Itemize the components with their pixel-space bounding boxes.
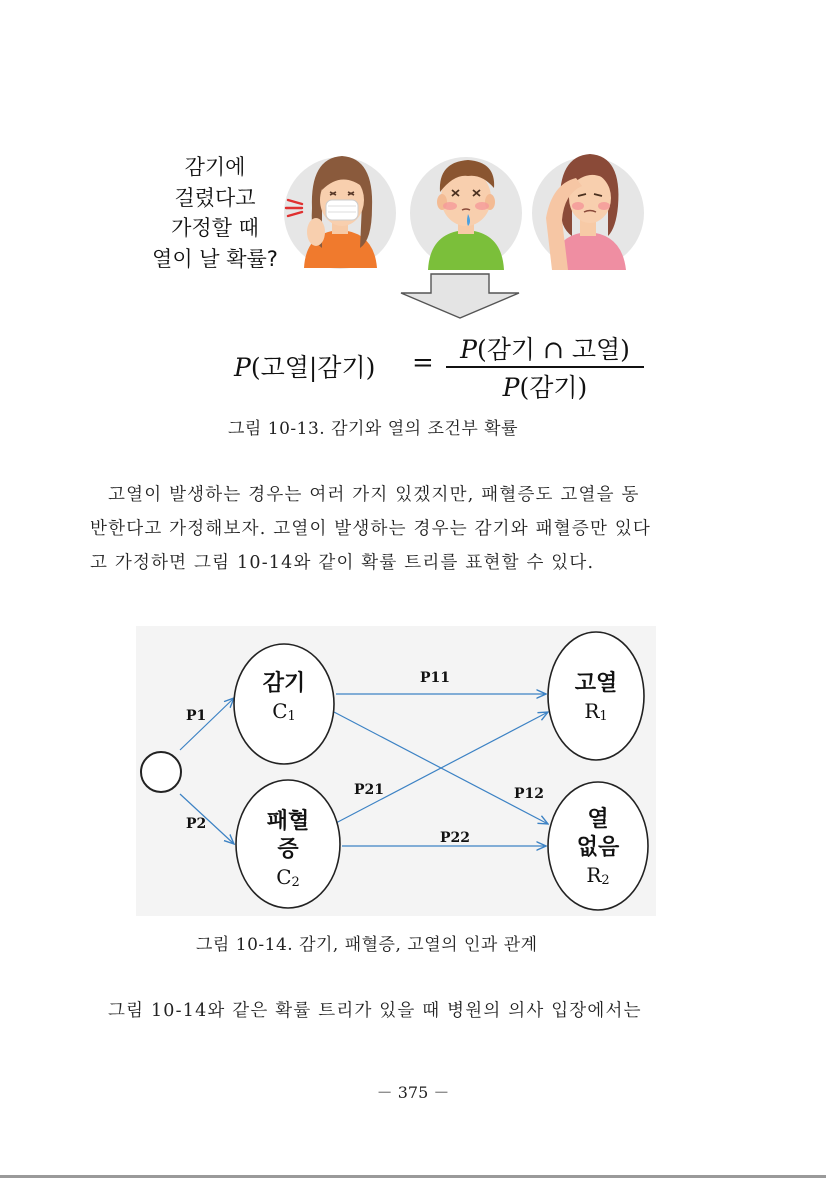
body-paragraph — [90, 478, 704, 580]
figure-caption: 그림 10-14. 감기, 패혈증, 고열의 인과 관계 — [196, 935, 538, 955]
illustration-question — [130, 152, 300, 274]
node-sepsis — [236, 780, 340, 908]
sick-people-illustration — [282, 148, 652, 274]
edge-label-p12: P12 — [514, 786, 545, 802]
feverish-boy-avatar — [410, 157, 522, 270]
formula-denominator — [446, 368, 644, 404]
formula-num-body: (감기 ∩ 고열) — [476, 335, 630, 364]
formula-num-p: P — [460, 335, 477, 364]
node-cold-symbol: C1 — [272, 699, 296, 724]
edge-label-p21: P21 — [354, 782, 385, 798]
node-sepsis-label-1: 패혈 — [266, 809, 310, 834]
node-no-fever-symbol: R2 — [586, 863, 610, 888]
coughing-woman-avatar — [284, 156, 396, 269]
question-line: 걸렸다고 — [174, 185, 256, 210]
node-fever — [548, 632, 644, 760]
node-sepsis-symbol: C2 — [276, 865, 300, 890]
body-paragraph — [90, 994, 704, 1028]
question-line: 감기에 — [184, 155, 246, 179]
formula-lhs-p: P — [234, 353, 251, 382]
node-no-fever-label-2: 없음 — [576, 835, 620, 860]
node-fever-label: 고열 — [574, 671, 618, 696]
edge-label-p1: P1 — [186, 708, 207, 724]
page-bottom-divider — [0, 1175, 826, 1178]
paragraph-line: 고열이 발생하는 경우는 여러 가지 있겠지만, 패혈증도 고열을 동 — [108, 485, 640, 505]
page-number: － 375 － — [376, 1083, 450, 1102]
root-node — [141, 752, 181, 792]
headache-woman-avatar — [532, 154, 644, 270]
formula-lhs-body: (고열|감기) — [250, 353, 376, 382]
node-sepsis-label-2: 증 — [277, 837, 299, 862]
paragraph-line: 그림 10-14와 같은 확률 트리가 있을 때 병원의 의사 입장에서는 — [108, 1001, 642, 1021]
node-fever-symbol: R1 — [584, 699, 608, 724]
formula-numerator — [446, 330, 644, 366]
formula-equals: = — [412, 348, 434, 378]
formula-den-p: P — [502, 373, 520, 402]
node-cold-label: 감기 — [262, 671, 306, 696]
formula-lhs — [234, 348, 375, 384]
down-arrow-icon — [398, 272, 522, 320]
figure-caption: 그림 10-13. 감기와 열의 조건부 확률 — [228, 419, 518, 439]
formula-den-body: (감기) — [519, 373, 588, 402]
question-line: 가정할 때 — [171, 216, 259, 240]
probability-tree-diagram — [136, 626, 656, 916]
node-cold — [234, 644, 334, 764]
edge-label-p11: P11 — [420, 670, 451, 686]
edge-label-p22: P22 — [440, 830, 471, 846]
paragraph-line: 고 가정하면 그림 10-14와 같이 확률 트리를 표현할 수 있다. — [90, 553, 595, 573]
node-no-fever-label-1: 열 — [587, 807, 609, 832]
node-no-fever — [548, 782, 648, 910]
edge-label-p2: P2 — [186, 816, 207, 832]
question-line: 열이 날 확률? — [152, 246, 278, 271]
paragraph-line: 반한다고 가정해보자. 고열이 발생하는 경우는 감기와 패혈증만 있다 — [90, 519, 652, 539]
